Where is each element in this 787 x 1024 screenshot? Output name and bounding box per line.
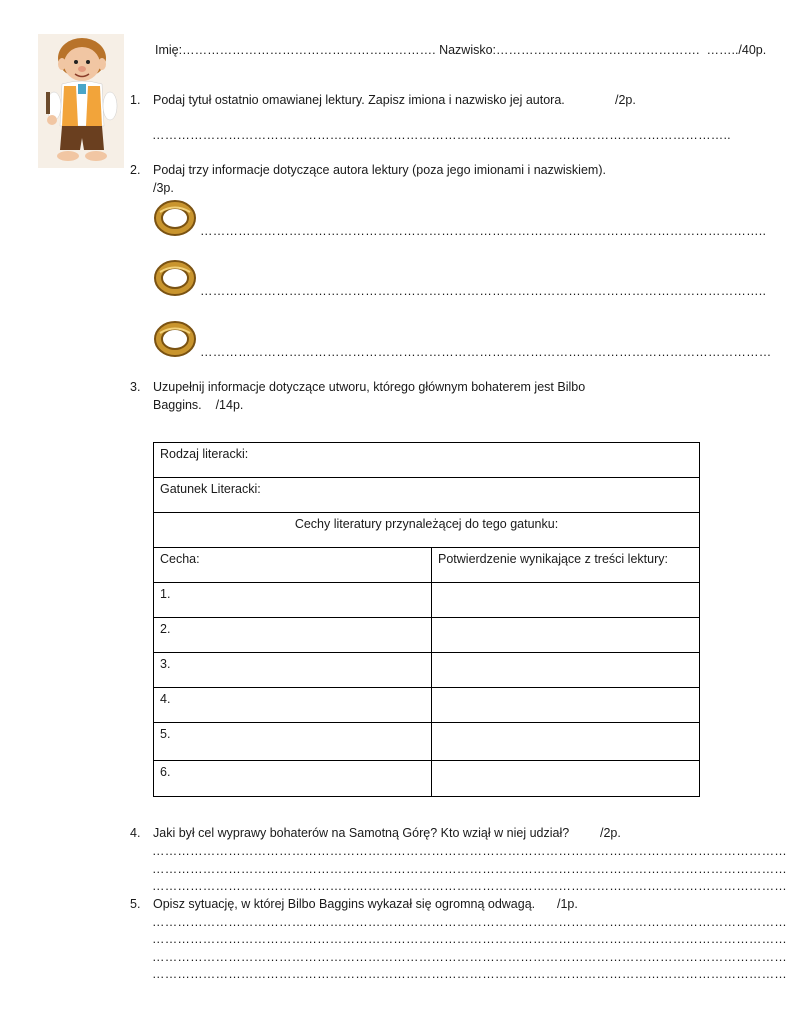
features-heading-cell xyxy=(154,513,700,548)
question-4-text: Jaki był cel wyprawy bohaterów na Samotną Górę? Kto wziął w niej udział? xyxy=(153,826,570,840)
table-row xyxy=(154,548,700,583)
table-row xyxy=(154,618,700,653)
question-4-answer-line-3[interactable]: …………………………………………………………………………………………………………………………………… xyxy=(152,879,787,893)
question-3-text-line-2-text: Baggins. xyxy=(153,398,202,412)
question-1-answer-line[interactable]: ……………………………………………………………………………………………………………………….. xyxy=(152,128,731,142)
question-2-points: /3p. xyxy=(153,181,174,195)
question-3-text-line-2 xyxy=(153,398,243,412)
student-header xyxy=(155,43,766,57)
question-5-answer-line-2[interactable]: …………………………………………………………………………………………………………………………………… xyxy=(152,932,787,946)
table-row xyxy=(154,478,700,513)
first-name-field[interactable]: ……………………………………………………. xyxy=(182,43,436,57)
table-row xyxy=(154,688,700,723)
question-5-points: /1p. xyxy=(557,897,578,911)
table-row xyxy=(154,443,700,478)
literary-kind-cell[interactable] xyxy=(154,443,700,478)
confirmation-cell[interactable] xyxy=(432,761,700,797)
question-5-answer-line-1[interactable]: …………………………………………………………………………………………………………………………………… xyxy=(152,915,787,929)
question-4-answer-line-1[interactable]: …………………………………………………………………………………………………………………………………… xyxy=(152,844,787,858)
row-number: 3. xyxy=(160,657,171,671)
question-4-number: 4. xyxy=(130,826,141,840)
row-number: 1. xyxy=(160,587,171,601)
feature-cell[interactable] xyxy=(154,688,432,723)
question-4-answer-line-2[interactable]: …………………………………………………………………………………………………………………………………… xyxy=(152,862,787,876)
question-2-text: Podaj trzy informacje dotyczące autora lektury (poza jego imionami i nazwiskiem). xyxy=(153,163,606,177)
question-3-text-line-1: Uzupełnij informacje dotyczące utworu, którego głównym bohaterem jest Bilbo xyxy=(153,380,586,394)
genre-cell[interactable] xyxy=(154,478,700,513)
question-1-text: Podaj tytuł ostatnio omawianej lektury. Zapisz imiona i nazwisko jej autora. xyxy=(153,93,565,107)
column-header-confirmation xyxy=(432,548,700,583)
feature-cell[interactable] xyxy=(154,723,432,761)
question-2-answer-line-2[interactable]: …………………………………………………………………………………………………………………….. xyxy=(200,284,767,298)
confirmation-cell[interactable] xyxy=(432,583,700,618)
question-3-number: 3. xyxy=(130,380,141,394)
question-3-points: /14p. xyxy=(215,398,244,412)
feature-cell[interactable] xyxy=(154,583,432,618)
features-heading: Cechy literatury przynależącej do tego gatunku: xyxy=(294,517,559,531)
table-row xyxy=(154,723,700,761)
feature-cell[interactable] xyxy=(154,761,432,797)
gold-ring-icon xyxy=(152,257,198,299)
question-4-points: /2p. xyxy=(600,826,621,840)
confirmation-cell[interactable] xyxy=(432,618,700,653)
gold-ring-icon xyxy=(152,318,198,360)
genre-label: Gatunek Literacki: xyxy=(160,482,261,496)
column-header-feature xyxy=(154,548,432,583)
column-header-feature-label: Cecha: xyxy=(160,552,200,566)
row-number: 2. xyxy=(160,622,171,636)
table-row xyxy=(154,653,700,688)
table-row xyxy=(154,583,700,618)
first-name-label: Imię: xyxy=(155,43,183,57)
question-5-answer-line-4[interactable]: …………………………………………………………………………………………………………………………………… xyxy=(152,967,787,981)
last-name-field[interactable]: …………………………………………. xyxy=(496,43,700,57)
question-1-number: 1. xyxy=(130,93,141,107)
row-number: 5. xyxy=(160,727,171,741)
hobbit-illustration xyxy=(38,34,124,168)
question-5-text: Opisz sytuację, w której Bilbo Baggins wykazał się ogromną odwagą. xyxy=(153,897,536,911)
question-2-number: 2. xyxy=(130,163,141,177)
literary-kind-label: Rodzaj literacki: xyxy=(160,447,249,461)
gold-ring-icon xyxy=(152,197,198,239)
confirmation-cell[interactable] xyxy=(432,688,700,723)
table-row xyxy=(154,513,700,548)
total-score-field[interactable]: ……../40p. xyxy=(706,43,767,57)
table-row xyxy=(154,761,700,797)
confirmation-cell[interactable] xyxy=(432,653,700,688)
row-number: 6. xyxy=(160,765,171,779)
row-number: 4. xyxy=(160,692,171,706)
question-1-points: /2p. xyxy=(615,93,636,107)
question-2-answer-line-3[interactable]: ……………………………………………………………………………………………………………………… xyxy=(200,345,772,359)
last-name-label: Nazwisko: xyxy=(439,43,497,57)
confirmation-cell[interactable] xyxy=(432,723,700,761)
question-5-answer-line-3[interactable]: …………………………………………………………………………………………………………………………………… xyxy=(152,950,787,964)
question-5-number: 5. xyxy=(130,897,141,911)
work-info-table xyxy=(153,442,700,797)
feature-cell[interactable] xyxy=(154,653,432,688)
question-2-answer-line-1[interactable]: …………………………………………………………………………………………………………………….. xyxy=(200,224,767,238)
feature-cell[interactable] xyxy=(154,618,432,653)
column-header-confirmation-label: Potwierdzenie wynikające z treści lektury: xyxy=(438,552,668,566)
